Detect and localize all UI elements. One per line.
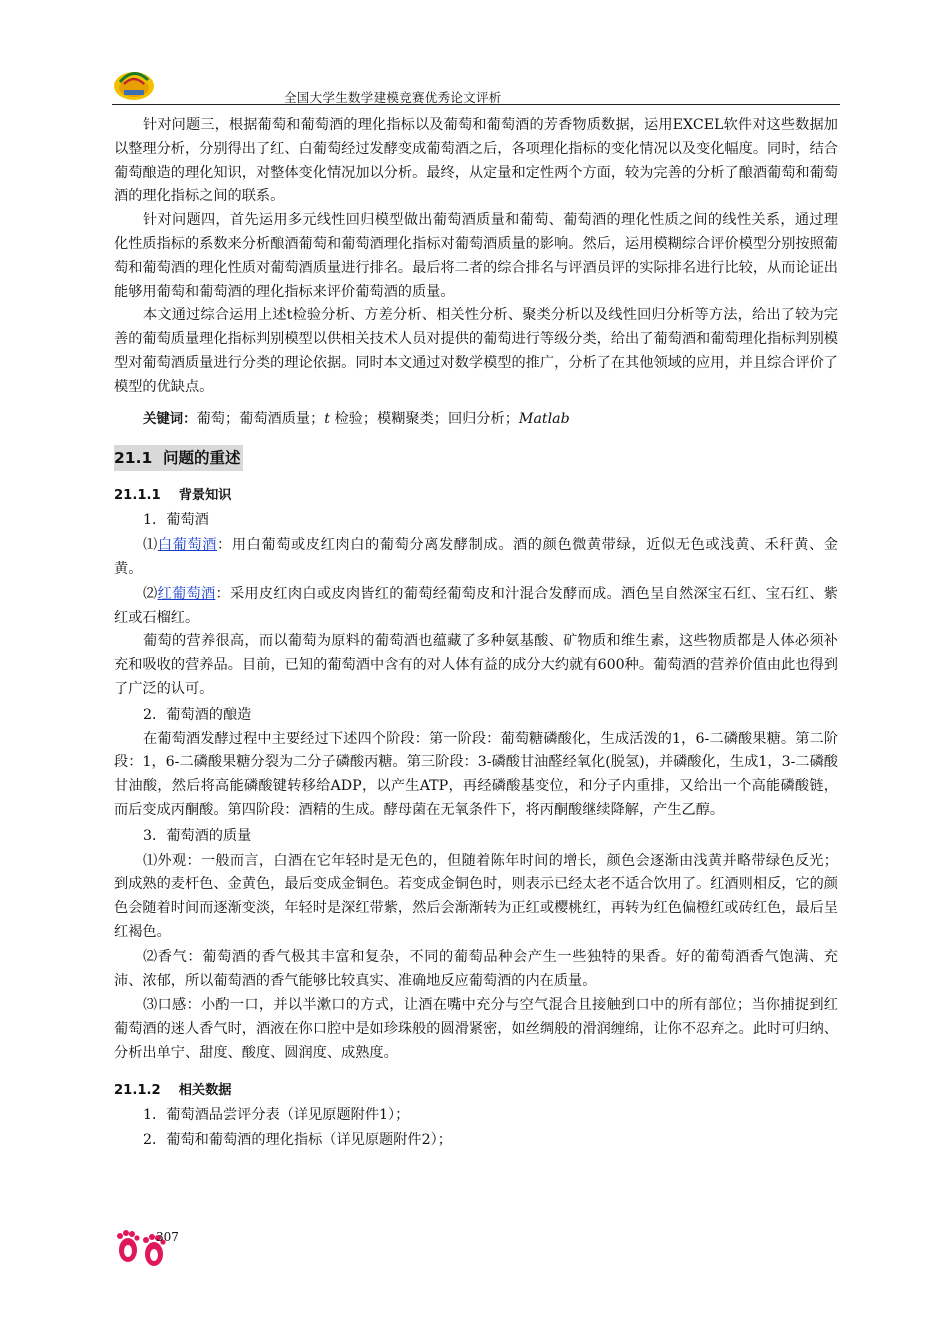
intro-paragraph-3: 针对问题三，根据葡萄和葡萄酒的理化指标以及葡萄和葡萄酒的芳香物质数据，运用EXCEL软件对这些数据加以整理分析，分别得出了红、白葡萄经过发酵变成葡萄酒之后，各项理化指标的变化情况以及变化幅度。同时，结合葡萄酿造的理化知识，对整体变化情况加以分析。最终，从定量和定性两个方面，较为完善的分析了酿酒葡萄和葡萄酒的理化指标之间的联系。: [114, 117, 838, 205]
intro-paragraph-summary: 本文通过综合运用上述t检验分析、方差分析、相关性分析、聚类分析以及线性回归分析等方法，给出了较为完善的葡萄质量理化指标判别模型以供相关技术人员对提供的葡萄进行等级分类，给出了葡萄酒和葡萄理化指标判别模型对葡萄酒质量进行分类的理论依据。同时本文通过对数学模型的推广，分析了在其他领域的应用，并且综合评价了模型的优缺点。: [114, 307, 838, 395]
keywords-text-1: 葡萄；葡萄酒质量；: [196, 410, 325, 427]
subsection-heading-background: [114, 485, 838, 507]
nutrition-paragraph: 葡萄的营养很高，而以葡萄为原料的葡萄酒也蕴藏了多种氨基酸、矿物质和维生素，这些物质都是人体必须补充和吸收的营养品。目前，已知的葡萄酒中含有的对人体有益的成分大约就有600种。葡萄酒的营养价值由此也得到了广泛的认可。: [114, 633, 838, 697]
quality-appearance: ⑴外观：一般而言，白酒在它年轻时是无色的，但随着陈年时间的增长，颜色会逐渐由浅黄并略带绿色反光；到成熟的麦杆色、金黄色，最后变成金铜色。若变成金铜色时，则表示已经太老不适合饮用了。红酒则相反，它的颜色会随着时间而逐渐变淡，年轻时是深红带紫，然后会渐渐转为正红或樱桃红，再转为红色偏橙红或砖红色，最后呈红褐色。: [114, 852, 838, 940]
subsection-heading-data: [114, 1080, 838, 1102]
red-wine-link[interactable]: 红葡萄酒: [157, 585, 216, 602]
item-heading-quality: 3．葡萄酒的质量: [143, 827, 252, 844]
keywords-label: 关键词：: [143, 411, 197, 427]
data-item-2: 2．葡萄和葡萄酒的理化指标（详见原题附件2）；: [143, 1132, 452, 1149]
page-header: [112, 60, 840, 106]
subsection-number: 21.1.2: [114, 1082, 161, 1098]
page-number: 307: [156, 1230, 179, 1244]
white-wine-paragraph: [114, 534, 838, 582]
brewing-paragraph: 在葡萄酒发酵过程中主要经过下述四个阶段：第一阶段：葡萄糖磷酸化，生成活泼的1，6-二磷酸果糖。第二阶段：1，6-二磷酸果糖分裂为二分子磷酸丙糖。第三阶段：3-磷酸甘油醛经氧化(脱氢)，并磷酸化，生成1，3-二磷酸甘油酸，然后将高能磷酸键转移给ADP，以产生ATP，再经磷酸基变位，和分子内重排，又给出一个高能磷酸链，而后变成丙酮酸。第四阶段：酒精的生成。酵母菌在无氧条件下，将丙酮酸继续降解，产生乙醇。: [114, 730, 838, 818]
section-number: 21.1: [114, 449, 153, 468]
red-wine-paragraph: [114, 583, 838, 631]
keywords-matlab: Matlab: [518, 410, 570, 427]
section-title: 问题的重述: [163, 449, 241, 468]
item-heading-wine: 1．葡萄酒: [143, 512, 209, 529]
data-item-1: 1．葡萄酒品尝评分表（详见原题附件1）；: [143, 1106, 410, 1123]
quality-aroma: ⑵香气：葡萄酒的香气极其丰富和复杂，不同的葡萄品种会产生一些独特的果香。好的葡萄酒香气饱满、充沛、浓郁，所以葡萄酒的香气能够比较真实、准确地反应葡萄酒的内在质量。: [114, 948, 838, 989]
page-footer: [114, 1224, 214, 1274]
keywords-t-variable: t: [324, 410, 330, 427]
white-wine-link[interactable]: 白葡萄酒: [157, 537, 218, 554]
red-wine-text: ：采用皮红肉白或皮肉皆红的葡萄经葡萄皮和汁混合发酵而成。酒色呈自然深宝石红、宝石红、紫红或石榴红。: [114, 585, 838, 626]
header-rule: [112, 104, 840, 105]
item-heading-brewing: 2．葡萄酒的酿造: [143, 706, 252, 723]
subsection-title: 背景知识: [178, 488, 232, 504]
subsection-title: 相关数据: [178, 1082, 232, 1098]
keywords-line: [114, 408, 838, 432]
header-title: 全国大学生数学建模竞赛优秀论文评析: [284, 90, 502, 105]
intro-paragraph-4: 针对问题四，首先运用多元线性回归模型做出葡萄酒质量和葡萄、葡萄酒的理化性质之间的线性关系，通过理化性质指标的系数来分析酿酒葡萄和葡萄酒理化指标对葡萄酒质量的影响。然后，运用模糊综合评价模型分别按照葡萄和葡萄酒的理化性质对葡萄酒质量进行排名。最后将二者的综合排名与评酒员评的实际排名进行比较，从而论证出能够用葡萄和葡萄酒的理化指标来评价葡萄酒的质量。: [114, 212, 838, 300]
white-wine-mark: ⑴: [143, 537, 158, 554]
quality-taste: ⑶口感：小酌一口，并以半漱口的方式，让酒在嘴中充分与空气混合且接触到口中的所有部位；当你捕捉到红葡萄酒的迷人香气时，酒液在你口腔中是如珍珠般的圆滑紧密，如丝绸般的滑润缠绵，让你不忍弃之。此时可归纳、分析出单宁、甜度、酸度、圆润度、成熟度。: [114, 997, 838, 1061]
section-heading: [114, 445, 243, 471]
subsection-number: 21.1.1: [114, 488, 161, 504]
cumcm-logo-icon: [112, 64, 156, 104]
keywords-text-2: 检验；模糊聚类；回归分析；: [329, 410, 519, 427]
page-content: [114, 114, 838, 1153]
red-wine-mark: ⑵: [143, 585, 158, 602]
white-wine-text: ：用白葡萄或皮红肉白的葡萄分离发酵制成。酒的颜色微黄带绿，近似无色或浅黄、禾秆黄、金黄。: [114, 537, 838, 577]
